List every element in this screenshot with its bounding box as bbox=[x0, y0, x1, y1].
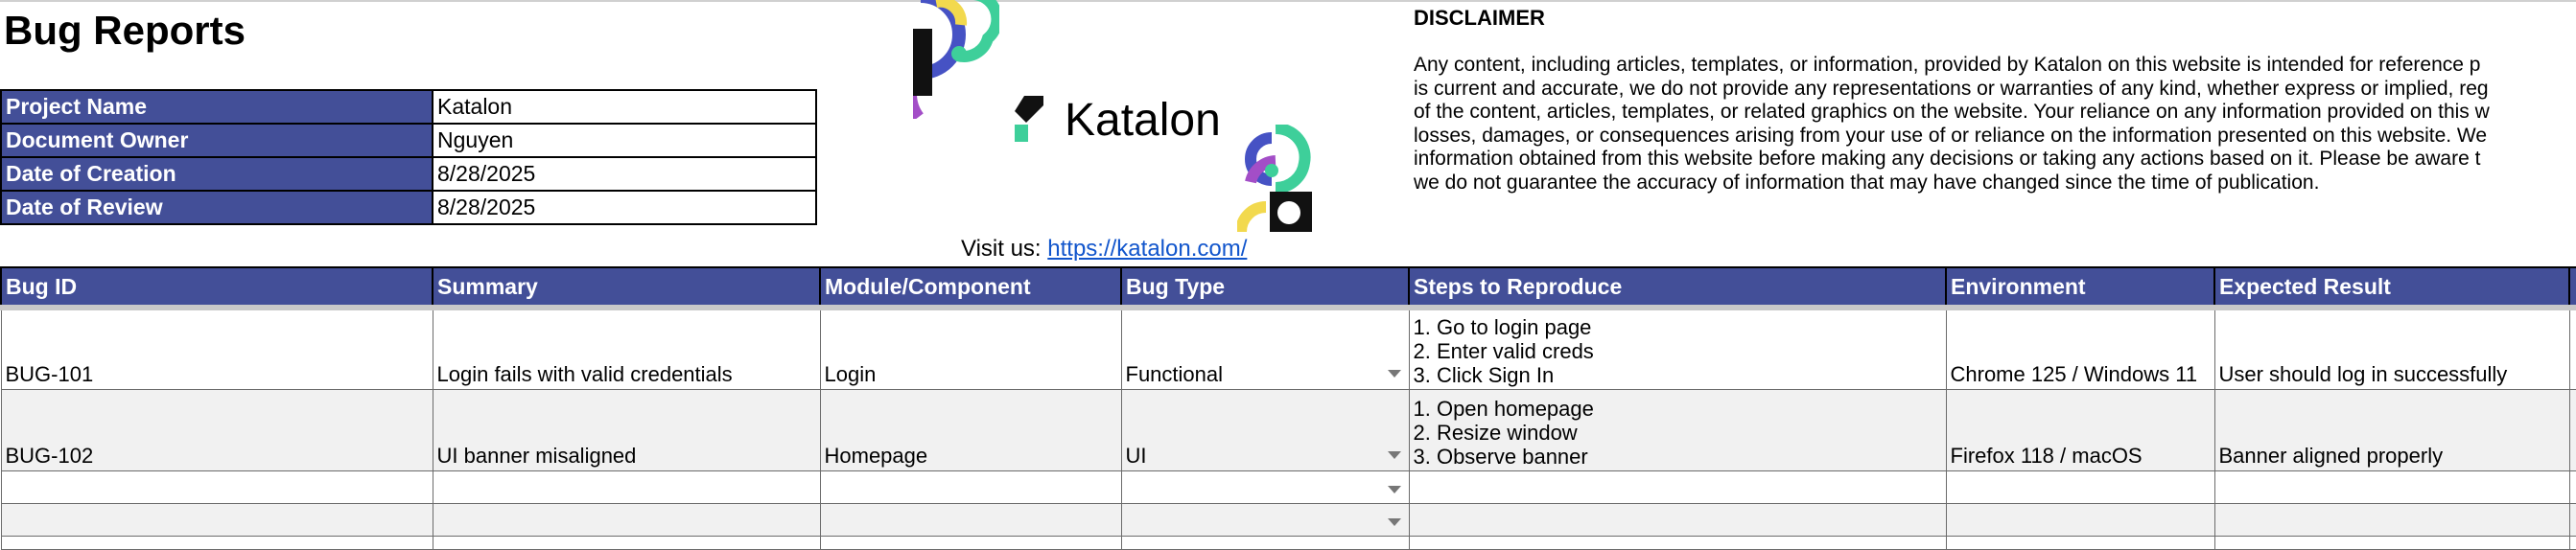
cell-environment[interactable]: Chrome 125 / Windows 11 bbox=[1946, 308, 2214, 389]
cell-empty[interactable] bbox=[2214, 503, 2569, 536]
cell-bug-type[interactable] bbox=[1121, 503, 1409, 536]
cell-empty[interactable] bbox=[1409, 536, 1946, 549]
cell-empty[interactable] bbox=[433, 503, 820, 536]
cell-bug-id[interactable]: BUG-101 bbox=[1, 308, 433, 389]
project-info-row bbox=[1, 157, 816, 191]
cell-empty[interactable] bbox=[1409, 470, 1946, 503]
dropdown-arrow-icon[interactable] bbox=[1388, 518, 1401, 526]
cell-empty[interactable] bbox=[820, 470, 1121, 503]
table-row bbox=[1, 308, 2576, 389]
column-header-expected[interactable]: Expected Result bbox=[2214, 267, 2569, 308]
table-header-row bbox=[1, 267, 2576, 308]
cell-extra[interactable] bbox=[2569, 389, 2576, 470]
cell-empty[interactable] bbox=[820, 503, 1121, 536]
visit-us-label: Visit us: bbox=[961, 236, 1042, 262]
table-row-empty bbox=[1, 503, 2576, 536]
cell-empty[interactable] bbox=[433, 536, 820, 549]
visit-us bbox=[961, 236, 1247, 263]
disclaimer-body: Any content, including articles, templates, or information, provided by Katalon on this website is intended for reference p is current and accurate, we do not provide any representations or warranties of any kind, whether express or implied, reg of the content, articles, templates, or related graphics on the website. Your reliance on any information provided on this w losses, damages, or consequences arising from your use of or reliance on the information presented on this website. We information obtained from this website before making any decisions or taking any actions based on it. Please be aware t we do not guarantee the accuracy of information that may have changed since the time of publication. bbox=[1414, 54, 2490, 194]
table-row-empty bbox=[1, 536, 2576, 549]
cell-empty[interactable] bbox=[1946, 536, 2214, 549]
column-header-environment[interactable]: Environment bbox=[1946, 267, 2214, 308]
column-header-bug-type[interactable]: Bug Type bbox=[1121, 267, 1409, 308]
cell-empty[interactable] bbox=[820, 536, 1121, 549]
cell-module[interactable]: Login bbox=[820, 308, 1121, 389]
project-info-label[interactable]: Date of Creation bbox=[1, 157, 433, 191]
bug-type-value: UI bbox=[1125, 443, 1147, 468]
cell-empty[interactable] bbox=[1121, 536, 1409, 549]
cell-empty[interactable] bbox=[2214, 470, 2569, 503]
dropdown-arrow-icon[interactable] bbox=[1388, 486, 1401, 493]
project-info-label[interactable]: Date of Review bbox=[1, 191, 433, 224]
project-info-row bbox=[1, 124, 816, 157]
cell-expected[interactable]: Banner aligned properly bbox=[2214, 389, 2569, 470]
cell-environment[interactable]: Firefox 118 / macOS bbox=[1946, 389, 2214, 470]
katalon-logo-mark-icon bbox=[1013, 96, 1047, 144]
disclaimer-title: DISCLAIMER bbox=[1414, 6, 1545, 30]
decorative-rings-top bbox=[913, 0, 999, 119]
cell-empty[interactable] bbox=[2569, 536, 2576, 549]
column-header-extra[interactable] bbox=[2569, 267, 2576, 308]
cell-bug-type[interactable] bbox=[1121, 470, 1409, 503]
cell-bug-type[interactable] bbox=[1121, 308, 1409, 389]
cell-expected[interactable]: User should log in successfully bbox=[2214, 308, 2569, 389]
bug-table bbox=[0, 266, 2576, 550]
project-info-value[interactable]: 8/28/2025 bbox=[433, 157, 816, 191]
page-title: Bug Reports bbox=[4, 8, 246, 53]
cell-empty[interactable] bbox=[1, 536, 433, 549]
project-info-row bbox=[1, 191, 816, 224]
project-info-table bbox=[0, 89, 817, 225]
cell-bug-id[interactable]: BUG-102 bbox=[1, 389, 433, 470]
table-row bbox=[1, 389, 2576, 470]
project-info-value[interactable]: Nguyen bbox=[433, 124, 816, 157]
cell-empty[interactable] bbox=[1946, 503, 2214, 536]
project-info-value[interactable]: 8/28/2025 bbox=[433, 191, 816, 224]
cell-summary[interactable]: Login fails with valid credentials bbox=[433, 308, 820, 389]
column-header-bug-id[interactable]: Bug ID bbox=[1, 267, 433, 308]
katalon-website-link[interactable]: https://katalon.com/ bbox=[1047, 236, 1248, 262]
cell-empty[interactable] bbox=[1, 503, 433, 536]
cell-empty[interactable] bbox=[433, 470, 820, 503]
cell-bug-type[interactable] bbox=[1121, 389, 1409, 470]
project-info-label[interactable]: Project Name bbox=[1, 90, 433, 124]
cell-empty[interactable] bbox=[2569, 470, 2576, 503]
bug-type-value: Functional bbox=[1125, 361, 1224, 386]
cell-empty[interactable] bbox=[1946, 470, 2214, 503]
cell-extra[interactable] bbox=[2569, 308, 2576, 389]
project-info-value[interactable]: Katalon bbox=[433, 90, 816, 124]
cell-steps[interactable]: 1. Go to login page 2. Enter valid creds 3. Click Sign In bbox=[1409, 308, 1946, 389]
column-header-module[interactable]: Module/Component bbox=[820, 267, 1121, 308]
dropdown-arrow-icon[interactable] bbox=[1388, 451, 1401, 459]
decorative-rings-bottom bbox=[1237, 125, 1314, 232]
cell-empty[interactable] bbox=[2214, 536, 2569, 549]
cell-steps[interactable]: 1. Open homepage 2. Resize window 3. Observe banner bbox=[1409, 389, 1946, 470]
table-row-empty bbox=[1, 470, 2576, 503]
column-header-steps[interactable]: Steps to Reproduce bbox=[1409, 267, 1946, 308]
cell-empty[interactable] bbox=[1, 470, 433, 503]
cell-summary[interactable]: UI banner misaligned bbox=[433, 389, 820, 470]
dropdown-arrow-icon[interactable] bbox=[1388, 370, 1401, 378]
cell-module[interactable]: Homepage bbox=[820, 389, 1121, 470]
project-info-row bbox=[1, 90, 816, 124]
cell-empty[interactable] bbox=[1409, 503, 1946, 536]
katalon-logo-text: Katalon bbox=[1065, 95, 1221, 146]
column-header-summary[interactable]: Summary bbox=[433, 267, 820, 308]
cell-empty[interactable] bbox=[2569, 503, 2576, 536]
project-info-label[interactable]: Document Owner bbox=[1, 124, 433, 157]
top-border bbox=[0, 0, 2576, 2]
